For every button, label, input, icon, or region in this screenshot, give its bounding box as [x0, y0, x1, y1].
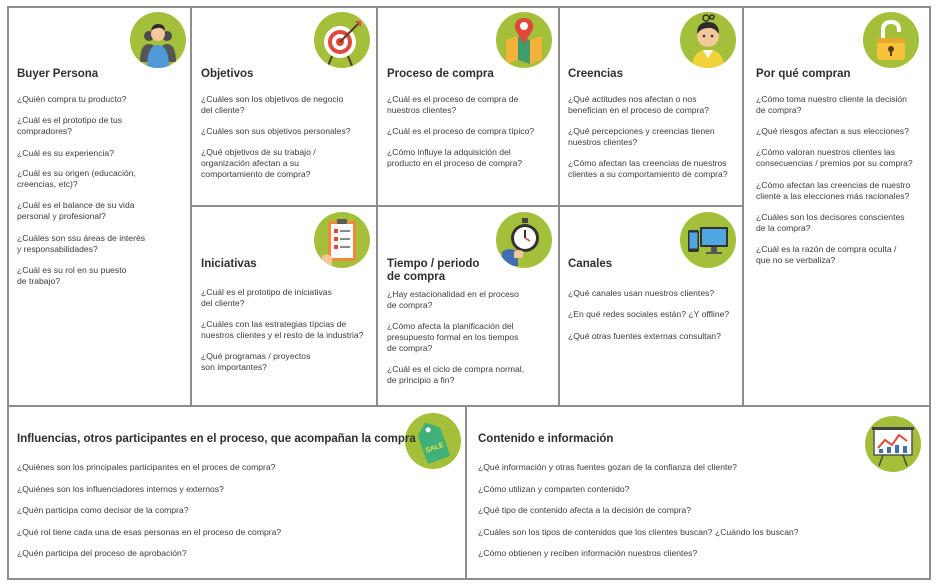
section-title: Creencias	[568, 68, 623, 80]
question: ¿Cómo influye la adquisición del producto en el proceso de compra?	[387, 147, 523, 168]
question: ¿Qué tipo de contenido afecta a la decisión de compra?	[478, 505, 692, 515]
devices-icon	[680, 212, 736, 268]
sale-tag-text: SALE	[424, 441, 445, 455]
question: ¿Cuál es el proceso de compra típico?	[387, 126, 535, 136]
question: ¿Qué actitudes nos afectan o nos benefician en el proceso de compra?	[568, 94, 709, 115]
stopwatch-icon	[496, 212, 552, 268]
question: ¿Cuál es la razón de compra oculta / que no se verbaliza?	[756, 244, 897, 265]
question: ¿Cómo afecta la planificación del presupuesto formal en los tiempos de compra?	[387, 321, 519, 353]
question: ¿Quién compra tu producto?	[17, 94, 127, 104]
question: ¿Cuál es el proceso de compra de nuestros clientes?	[387, 94, 519, 115]
proceso-compra-section	[378, 8, 558, 205]
question: ¿Cómo afectan las creencias de nuestros clientes a su comportamiento de compra?	[568, 158, 728, 179]
question: ¿Cuáles son los decisores conscientes de la compra?	[756, 212, 905, 233]
question: ¿Hay estacionalidad en el proceso de compra?	[387, 289, 519, 310]
question: ¿Cuál es el ciclo de compra normal, de principio a fin?	[387, 364, 525, 385]
question: ¿Cuáles son ssu áreas de interés y responsabilidades?	[17, 233, 146, 254]
question: ¿Cuáles son sus objetivos personales?	[201, 126, 351, 136]
thinking-person-icon	[680, 12, 736, 68]
target-icon	[314, 12, 370, 68]
question: ¿Cómo valoran nuestros clientes las consecuencias / premios por su compra?	[756, 147, 913, 168]
por-que-compran-section	[744, 8, 929, 405]
question: ¿Cuál es su origen (educación, creencias, etc)?	[17, 168, 136, 189]
person-icon	[130, 12, 186, 68]
question: ¿Qué información y otras fuentes gozan de la confianza del cliente?	[478, 462, 737, 472]
canales-section	[560, 207, 742, 405]
checklist-icon	[314, 212, 370, 268]
buyer-persona-section	[9, 8, 190, 405]
section-title: Influencias, otros participantes en el proceso, que acompañan la compra	[17, 433, 416, 445]
objetivos-section	[192, 8, 376, 205]
section-title: Por qué compran	[756, 68, 851, 80]
question: ¿Qué objetivos de su trabajo / organización afectan a su comportamiento de compra?	[201, 147, 316, 179]
question: ¿Quiénes son los influenciadores internos y externos?	[17, 484, 224, 494]
question: ¿Cómo afectan las creencias de nuestro cliente a las elecciones más racionales?	[756, 180, 911, 201]
section-title: Proceso de compra	[387, 68, 494, 80]
question: ¿Cuál es el prototipo de tus compradores?	[17, 115, 123, 136]
question: ¿Qué percepciones y creencias tienen nuestros clientes?	[568, 126, 715, 147]
padlock-icon	[863, 12, 919, 68]
map-pin-icon	[496, 12, 552, 68]
question: ¿En qué redes sociales están? ¿Y offline?	[568, 309, 730, 319]
tiempo-section	[378, 207, 558, 405]
section-title: Tiempo / periodo de compra	[387, 258, 480, 283]
iniciativas-section	[192, 207, 376, 405]
question: ¿Cuál es su rol en su puesto de trabajo?	[17, 265, 127, 286]
question: ¿Cuáles son los tipos de contenidos que los clientes buscan? ¿Cuándo los buscan?	[478, 527, 799, 537]
question: ¿Quén participa como decisor de la compra?	[17, 505, 189, 515]
question: ¿Cuáles con las estrategias típcias de nuestros clientes y el resto de la industria?	[201, 319, 364, 340]
creencias-section	[560, 8, 742, 205]
question: ¿Qué rol tiene cada una de esas personas en el proceso de compra?	[17, 527, 282, 537]
section-title: Iniciativas	[201, 258, 257, 270]
question: ¿Qué riesgos afectan a sus elecciones?	[756, 126, 909, 136]
question: ¿Cuál es el balance de su vida personal y profesional?	[17, 200, 135, 221]
question: ¿Cómo utilizan y comparten contenido?	[478, 484, 630, 494]
question: ¿Cuál es el prototipo de iniciativas del cliente?	[201, 287, 332, 308]
question: ¿Cuál es su experiencia?	[17, 148, 114, 158]
contenido-section	[467, 407, 929, 579]
question: ¿Cómo obtienen y reciben información nuestros clientes?	[478, 548, 698, 558]
question: ¿Qué otras fuentes externas consultan?	[568, 331, 721, 341]
question: ¿Quiénes son los principales participantes en el proces de compra?	[17, 462, 276, 472]
section-title: Objetivos	[201, 68, 254, 80]
question: ¿Quén participa del proceso de aprobación?	[17, 548, 187, 558]
section-title: Contenido e información	[478, 433, 614, 445]
question: ¿Qué programas / proyectos son importantes?	[201, 351, 311, 372]
question: ¿Qué canales usan nuestros clientes?	[568, 288, 715, 298]
question: ¿Cuáles son los objetivos de negocio del cliente?	[201, 94, 344, 115]
question: ¿Cómo toma nuestro cliente la decisión de compra?	[756, 94, 907, 115]
section-title: Canales	[568, 258, 613, 270]
presentation-board-icon	[865, 416, 921, 472]
influencias-section	[9, 407, 465, 579]
section-title: Buyer Persona	[17, 68, 99, 80]
